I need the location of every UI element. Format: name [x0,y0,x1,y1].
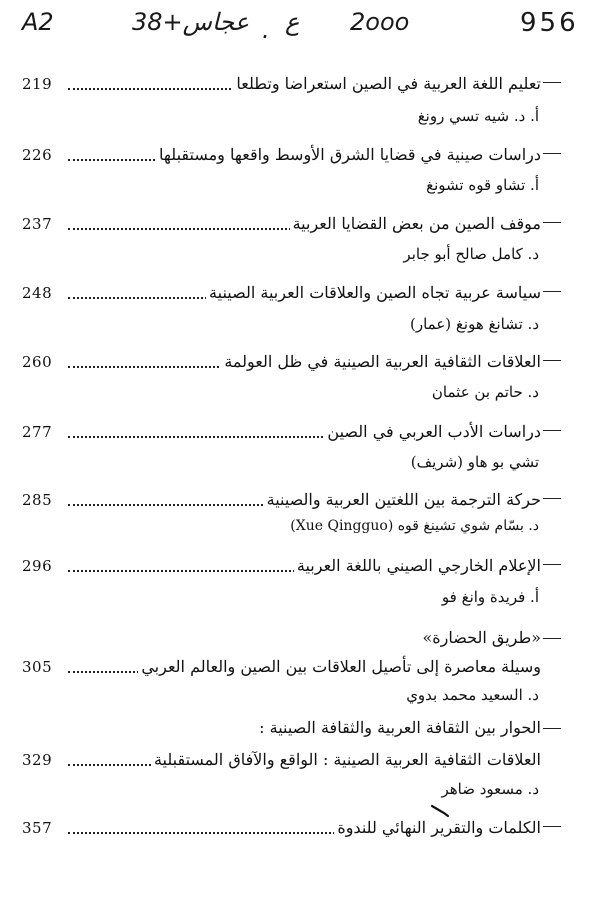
entry-title: العلاقات الثقافية العربية الصينية : الواقع والآفاق المستقبلية [151,750,541,770]
toc-entry [0,72,599,102]
section-dash [543,728,561,729]
toc-entry [0,655,599,685]
page-number: 260 [22,353,53,371]
toc-entry [0,281,599,311]
entry-dash [543,826,561,827]
toc-entry [0,488,599,518]
toc-entry [0,554,599,584]
page-number: 219 [22,75,53,93]
section-heading: «طريق الحضارة» [422,628,541,647]
entry-title: العلاقات الثقافية العربية الصينية في ظل العولمة [221,352,541,372]
entry-dash [543,498,561,499]
handwritten-note-a2: A2 [22,8,54,36]
handwritten-note-code: عجاس+38 [132,8,250,36]
toc-entry [0,212,599,242]
entry-author: د. السعيد محمد بدوي [406,686,539,704]
entry-author: د. حاتم بن عثمان [431,383,539,401]
handwritten-year: 2ooo [350,8,410,36]
toc-entry [0,420,599,450]
entry-author: أ. تشاو قوه تشونغ [426,176,539,194]
page-number: 248 [22,284,53,302]
page-number: 226 [22,146,53,164]
toc-entry [0,350,599,380]
entry-title: وسيلة معاصرة إلى تأصيل العلاقات بين الصين والعالم العربي [138,657,541,677]
section-heading: الحوار بين الثقافة العربية والثقافة الصينية : [259,718,541,737]
entry-title: دراسات الأدب العربي في الصين [324,422,541,442]
page-number: 285 [22,491,53,509]
entry-author: د. كامل صالح أبو جابر [403,245,539,263]
entry-dash [543,153,561,154]
entry-title: سياسة عربية تجاه الصين والعلاقات العربية الصينية [206,283,541,303]
section-dash [543,638,561,639]
page-number: 329 [22,751,53,769]
entry-dash [543,360,561,361]
entry-author: د. بسّام شوي تشينغ قوه (Xue Qingguo) [290,518,539,534]
entry-dash [543,430,561,431]
entry-author: أ. د. شيه تسي رونغ [417,107,539,125]
toc-entry [0,143,599,173]
entry-title: الكلمات والتقرير النهائي للندوة [334,818,541,838]
page-number: 357 [22,819,53,837]
handwritten-page-number: 956 [520,8,579,38]
entry-author: أ. فريدة وانغ فو [441,588,539,606]
toc-entry [0,816,599,846]
entry-title: الإعلام الخارجي الصيني باللغة العربية [294,556,541,576]
entry-dash [543,291,561,292]
entry-dash [543,82,561,83]
entry-author: د. تشانغ هونغ (عمار) [410,315,539,333]
entry-title: تعليم اللغة العربية في الصين استعراضا وتطلعا [233,74,541,94]
entry-author: د. مسعود ضاهر [441,780,539,798]
entry-dash [543,222,561,223]
handwritten-letter: ع [285,8,300,36]
page-number: 277 [22,423,53,441]
entry-author: تشي بو هاو (شريف) [410,453,539,471]
handwritten-dot: . [262,16,270,44]
toc-entry [0,748,599,778]
entry-title: حركة الترجمة بين اللغتين العربية والصينية [264,490,541,510]
page-number: 237 [22,215,53,233]
entry-dash [543,564,561,565]
entry-title: دراسات صينية في قضايا الشرق الأوسط واقعها ومستقبلها [156,145,541,165]
entry-title: موقف الصين من بعض القضايا العربية [290,214,541,234]
page-number: 305 [22,658,53,676]
page-number: 296 [22,557,53,575]
